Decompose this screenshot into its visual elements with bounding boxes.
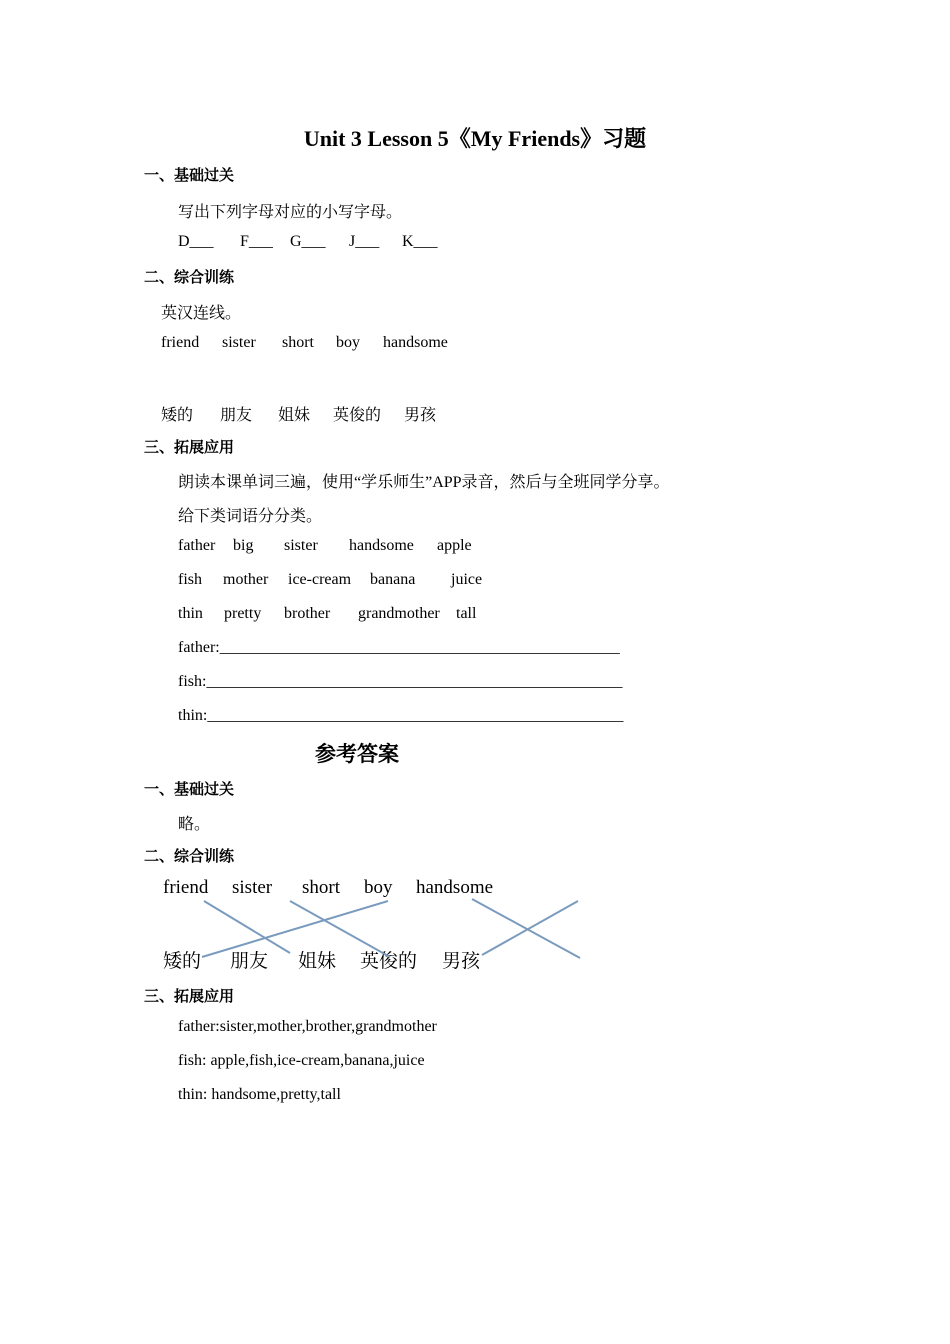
classify-word: grandmother bbox=[358, 605, 440, 622]
classify-word: banana bbox=[370, 571, 416, 588]
answer-english-word: handsome bbox=[416, 877, 494, 898]
classify-word: ice-cream bbox=[288, 571, 352, 588]
answer-english-word: short bbox=[302, 877, 340, 898]
instruction-read-aloud: 朗读本课单词三遍，使用“学乐师生”APP录音，然后与全班同学分享。 bbox=[178, 474, 670, 491]
answer-english-word: friend bbox=[163, 877, 209, 898]
section-heading-basic: 一、基础过关 bbox=[144, 166, 235, 184]
english-word: boy bbox=[336, 334, 360, 351]
instruction-matching: 英汉连线。 bbox=[161, 305, 242, 322]
blank-fish: fish:____________________________________________________ bbox=[178, 673, 623, 690]
classify-word: brother bbox=[284, 605, 331, 622]
answer-chinese-word: 英俊的 bbox=[360, 951, 418, 972]
chinese-word: 男孩 bbox=[404, 407, 437, 424]
letter-item: G___ bbox=[290, 233, 326, 250]
letter-item: K___ bbox=[402, 233, 438, 250]
instruction-lowercase: 写出下列字母对应的小写字母。 bbox=[178, 204, 403, 221]
answer-heading-basic: 一、基础过关 bbox=[144, 780, 235, 798]
answer-basic-text: 略。 bbox=[178, 816, 211, 833]
answer-english-word: sister bbox=[232, 877, 273, 898]
blank-father: father:__________________________________________________ bbox=[178, 639, 620, 656]
classify-word: handsome bbox=[349, 537, 414, 554]
answer-chinese-word: 朋友 bbox=[230, 951, 269, 972]
answer-chinese-word: 男孩 bbox=[442, 951, 481, 972]
answers-title: 参考答案 bbox=[315, 742, 399, 766]
section-heading-training: 二、综合训练 bbox=[144, 268, 235, 286]
answer-heading-training: 二、综合训练 bbox=[144, 847, 235, 865]
answer-english-word: boy bbox=[364, 877, 393, 898]
classify-word: sister bbox=[284, 537, 318, 554]
match-line-short-ai bbox=[202, 901, 388, 957]
classify-word: tall bbox=[456, 605, 477, 622]
match-line-boy-nanhai bbox=[482, 901, 578, 955]
classify-word: big bbox=[233, 537, 254, 554]
answer-line-thin: thin: handsome,pretty,tall bbox=[178, 1086, 341, 1103]
english-word: short bbox=[282, 334, 314, 351]
answer-chinese-word: 矮的 bbox=[163, 951, 202, 972]
match-line-sister-jiemei bbox=[290, 901, 390, 957]
blank-thin: thin:____________________________________________________ bbox=[178, 707, 624, 724]
classify-word: juice bbox=[451, 571, 483, 588]
classify-word: father bbox=[178, 537, 216, 554]
instruction-classify: 给下类词语分分类。 bbox=[178, 508, 323, 525]
classify-word: mother bbox=[223, 571, 269, 588]
classify-word: fish bbox=[178, 571, 202, 588]
english-word: handsome bbox=[383, 334, 448, 351]
english-word: sister bbox=[222, 334, 256, 351]
answer-line-fish: fish: apple,fish,ice-cream,banana,juice bbox=[178, 1052, 425, 1069]
letter-item: J___ bbox=[349, 233, 380, 250]
page-title: Unit 3 Lesson 5《My Friends》习题 bbox=[303, 126, 647, 151]
classify-word: pretty bbox=[224, 605, 262, 622]
section-heading-extension: 三、拓展应用 bbox=[144, 438, 235, 456]
chinese-word: 矮的 bbox=[161, 407, 194, 424]
classify-word: thin bbox=[178, 605, 203, 622]
english-word: friend bbox=[161, 334, 200, 351]
chinese-word: 朋友 bbox=[220, 407, 253, 424]
answer-line-father: father:sister,mother,brother,grandmother bbox=[178, 1018, 437, 1035]
chinese-word: 姐妹 bbox=[278, 407, 311, 424]
answer-heading-extension: 三、拓展应用 bbox=[144, 987, 235, 1005]
letter-item: F___ bbox=[240, 233, 273, 250]
match-line-friend-friend bbox=[204, 901, 290, 953]
chinese-word: 英俊的 bbox=[333, 407, 382, 424]
letter-item: D___ bbox=[178, 233, 214, 250]
classify-word: apple bbox=[437, 537, 472, 554]
answer-chinese-word: 姐妹 bbox=[298, 951, 337, 972]
